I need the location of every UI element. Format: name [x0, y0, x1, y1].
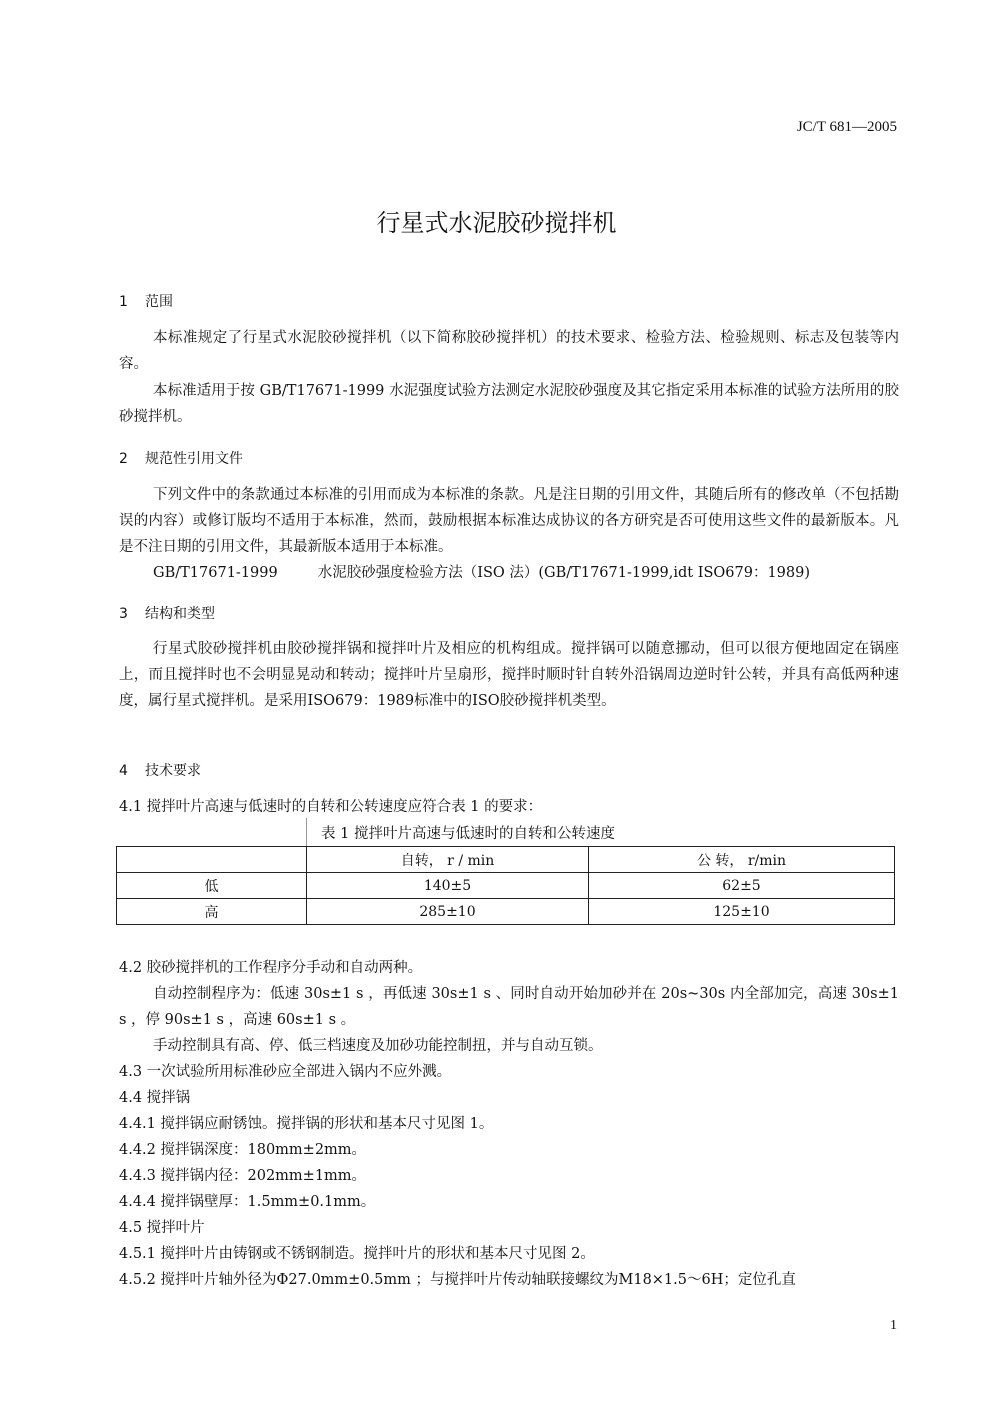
table-caption: 表 1 搅拌叶片高速与低速时的自转和公转速度	[321, 826, 615, 842]
paragraph-manual-control: 手动控制具有高、停、低三档速度及加砂功能控制扭，并与自动互锁。	[153, 1038, 603, 1054]
table-header-cell: 公 转， r/min	[589, 847, 895, 873]
reference-entry	[153, 560, 810, 586]
table-cell: 低	[117, 873, 307, 899]
section-number: 2	[119, 451, 128, 467]
clause-4-1: 4.1 搅拌叶片高速与低速时的自转和公转速度应符合表 1 的要求：	[119, 799, 543, 815]
table-header-row	[117, 847, 895, 873]
section-heading-3	[119, 603, 215, 623]
paragraph-structure: 行星式胶砂搅拌机由胶砂搅拌锅和搅拌叶片及相应的机构组成。搅拌锅可以随意挪动，但可以很方便地固定在锅座上，而且搅拌时也不会明显晃动和转动；搅拌叶片呈扇形，搅拌时顺时针自转外沿锅周边逆时针公转，并具有高低两种速度，属行星式搅拌机。是采用ISO679：1989标准中的ISO胶砂搅拌机类型。	[119, 641, 899, 709]
section-heading-4	[119, 760, 201, 780]
table-row	[117, 873, 895, 899]
table-row	[117, 899, 895, 925]
paragraph-scope-2: 本标准适用于按 GB/T17671-1999 水泥强度试验方法测定水泥胶砂强度及其它指定采用本标准的试验方法所用的胶砂搅拌机。	[119, 383, 899, 425]
section-title: 规范性引用文件	[145, 451, 243, 467]
clause-4-5: 4.5 搅拌叶片	[119, 1220, 205, 1236]
section-number: 1	[119, 294, 128, 310]
clause-4-4-4: 4.4.4 搅拌锅壁厚：1.5mm±0.1mm。	[119, 1194, 376, 1210]
paragraph-references: 下列文件中的条款通过本标准的引用而成为本标准的条款。凡是注日期的引用文件，其随后所有的修改单（不包括勘误的内容）或修订版均不适用于本标准，然而，鼓励根据本标准达成协议的各方研究是否可使用这些文件的最新版本。凡是不注日期的引用文件，其最新版本适用于本标准。	[119, 487, 899, 555]
clause-4-5-1: 4.5.1 搅拌叶片由铸钢或不锈钢制造。搅拌叶片的形状和基本尺寸见图 2。	[119, 1246, 595, 1262]
section-title: 结构和类型	[145, 606, 215, 622]
page-number: 1	[890, 1318, 897, 1333]
section-heading-1	[119, 291, 173, 311]
paragraph-scope-1: 本标准规定了行星式水泥胶砂搅拌机（以下简称胶砂搅拌机）的技术要求、检验方法、检验规则、标志及包装等内容。	[119, 330, 899, 372]
reference-title: 水泥胶砂强度检验方法（ISO 法）(GB/T17671-1999,idt ISO679：1989)	[317, 565, 811, 581]
table-cell: 62±5	[589, 873, 895, 899]
page-title: 行星式水泥胶砂搅拌机	[376, 209, 617, 237]
clause-4-4: 4.4 搅拌锅	[119, 1090, 191, 1106]
clause-4-4-1: 4.4.1 搅拌锅应耐锈蚀。搅拌锅的形状和基本尺寸见图 1。	[119, 1116, 494, 1132]
speed-table	[116, 846, 895, 925]
clause-4-2: 4.2 胶砂搅拌机的工作程序分手动和自动两种。	[119, 960, 423, 976]
clause-4-4-3: 4.4.3 搅拌锅内径：202mm±1mm。	[119, 1168, 367, 1184]
section-title: 技术要求	[145, 763, 201, 779]
table-header-cell	[117, 847, 307, 873]
table-cell: 125±10	[589, 899, 895, 925]
section-heading-2	[119, 448, 243, 468]
standard-number: JC/T 681—2005	[796, 119, 897, 135]
clause-4-3: 4.3 一次试验所用标准砂应全部进入锅内不应外溅。	[119, 1064, 452, 1080]
clause-4-5-2: 4.5.2 搅拌叶片轴外径为Φ27.0mm±0.5mm ；与搅拌叶片传动轴联接螺纹为M18×1.5～6H；定位孔直	[119, 1272, 796, 1288]
table-header-cell: 自转， r / min	[307, 847, 589, 873]
table-cell: 285±10	[307, 899, 589, 925]
table-cell: 140±5	[307, 873, 589, 899]
paragraph-auto-control: 自动控制程序为：低速 30s±1 s ，再低速 30s±1 s 、同时自动开始加砂并在 20s~30s 内全部加完，高速 30s±1 s ，停 90s±1 s ，高速 60s±1 s 。	[119, 986, 899, 1028]
caption-marker	[306, 818, 307, 848]
reference-code: GB/T17671-1999	[153, 565, 278, 581]
clause-4-4-2: 4.4.2 搅拌锅深度：180mm±2mm。	[119, 1142, 367, 1158]
section-number: 4	[119, 763, 128, 779]
table-cell: 高	[117, 899, 307, 925]
section-number: 3	[119, 606, 128, 622]
section-title: 范围	[145, 294, 173, 310]
